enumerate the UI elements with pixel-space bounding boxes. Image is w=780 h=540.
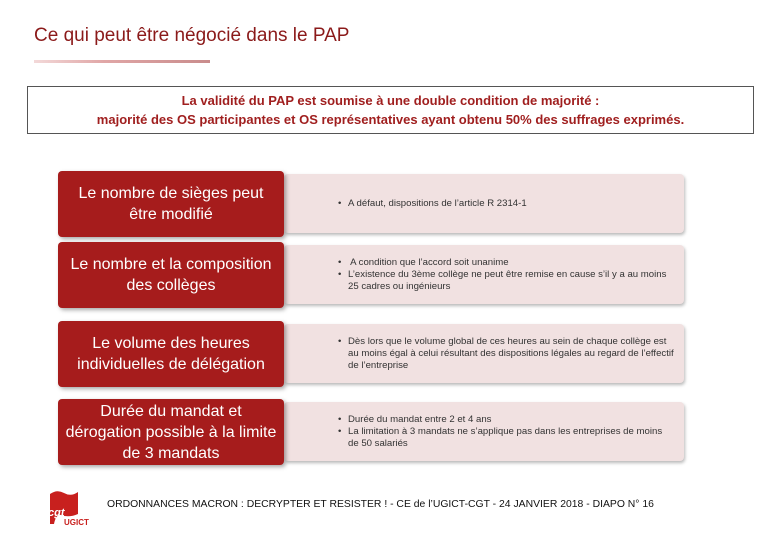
row-sieges [58,171,686,237]
detail-item: • L’existence du 3ème collège ne peut être remise en cause s’il y a au moins 25 cadres ou ingénieurs [338,269,674,293]
detail-panel [284,174,684,233]
topic-label: Le volume des heures individuelles de délégation [58,321,284,387]
page-title: Ce qui peut être négocié dans le PAP [34,25,350,46]
detail-item: • La limitation à 3 mandats ne s’applique pas dans les entreprises de moins de 50 salariés [338,426,674,450]
logo-text-ugict: UGICT [64,518,89,527]
notice-line-2: majorité des OS participantes et OS représentatives ayant obtenu 50% des suffrages exprimés. [96,112,685,127]
footer-caption: ORDONNANCES MACRON : DECRYPTER ET RESISTER ! - CE de l’UGICT-CGT - 24 JANVIER 2018 - DIAPO N° 16 [107,499,654,510]
detail-item: • A défaut, dispositions de l’article R 2314-1 [338,198,527,210]
topic-label: Le nombre et la composition des collèges [58,242,284,308]
detail-list [338,336,674,372]
topic-label: Le nombre de sièges peut être modifié [58,171,284,237]
row-mandat [58,399,686,465]
detail-list [338,414,674,450]
detail-list [338,257,674,293]
detail-panel [284,245,684,304]
detail-panel [284,324,684,383]
detail-item: • A condition que l’accord soit unanime [338,257,674,269]
ugict-cgt-logo [47,488,99,528]
row-heures [58,321,686,387]
notice-line-1: La validité du PAP est soumise à une double condition de majorité : [181,93,600,108]
logo-text-cgt: cgt [48,507,65,519]
majority-notice [27,86,754,134]
detail-item: • Dès lors que le volume global de ces heures au sein de chaque collège est au moins égal à celui résultant des dispositions légales au regard de l’effectif de l’entreprise [338,336,674,372]
row-colleges [58,242,686,308]
detail-list [338,198,527,210]
title-underline [34,60,210,63]
detail-panel [284,402,684,461]
topic-label: Durée du mandat et dérogation possible à la limite de 3 mandats [58,399,284,465]
detail-item: • Durée du mandat entre 2 et 4 ans [338,414,674,426]
